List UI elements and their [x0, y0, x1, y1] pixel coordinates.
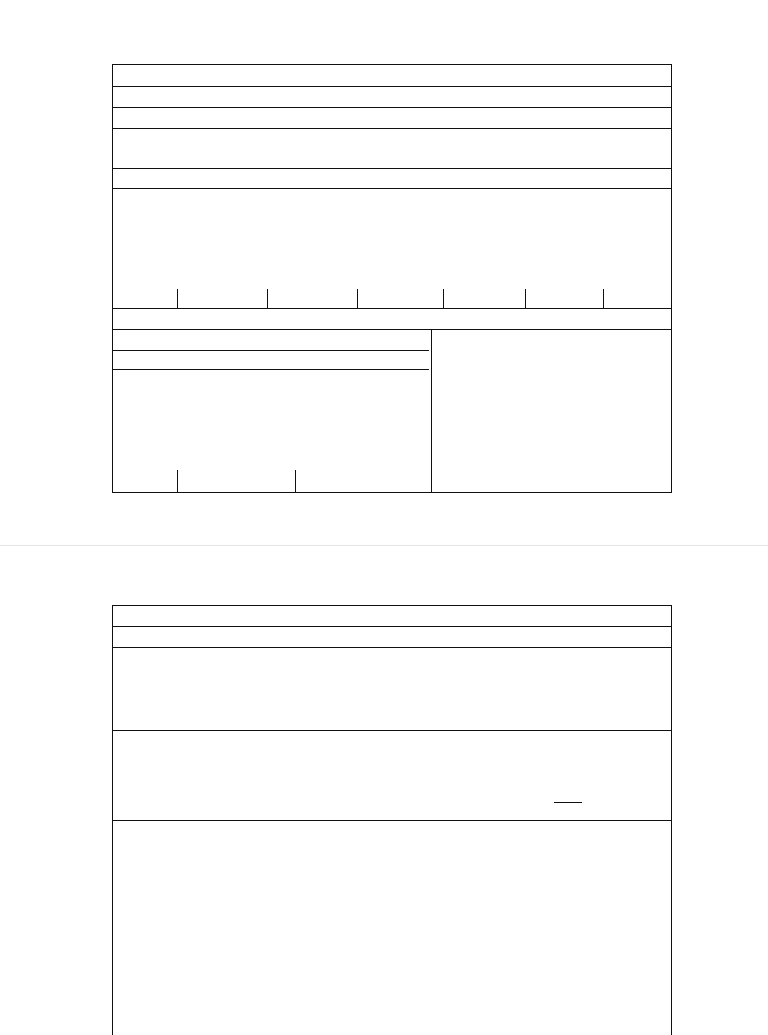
data-table [112, 64, 672, 493]
tb-row [113, 289, 671, 309]
mass-row [113, 149, 671, 169]
divider-2 [113, 820, 671, 821]
section1-title [113, 108, 671, 128]
p2-section [113, 627, 671, 647]
caliper-unit [348, 129, 398, 149]
section1-row [113, 108, 671, 129]
panme-unit [309, 330, 359, 350]
tb-label [113, 289, 177, 308]
panme-divider [431, 330, 432, 492]
table-header-row [113, 169, 671, 189]
panme-header-row [113, 350, 429, 370]
table-title [113, 65, 671, 86]
section2-row [113, 309, 671, 330]
p2-title [113, 606, 671, 626]
p2-section-row [113, 627, 671, 648]
note1 [118, 877, 145, 888]
caliper-row [113, 129, 671, 149]
p2-title-row [113, 606, 671, 627]
page-2 [0, 545, 768, 1025]
table-subtitle [113, 87, 671, 107]
mass-pm [271, 149, 287, 168]
table-subtitle-row [113, 87, 671, 108]
processing-box [112, 605, 672, 1035]
section2-title [113, 309, 671, 329]
avg-dD [295, 470, 431, 492]
caliper-label [118, 129, 268, 149]
tb-D [177, 289, 267, 308]
avg-row [113, 470, 429, 492]
tb-d [357, 289, 443, 308]
caliper-value [263, 129, 299, 149]
tb-dh [603, 289, 671, 308]
mass-err [309, 149, 339, 168]
table-title-row [113, 65, 671, 87]
avg-label [113, 470, 177, 492]
mass-unit [347, 149, 401, 168]
panme-value [263, 330, 299, 350]
rel-frac-bar [554, 802, 582, 803]
mass-value [219, 149, 255, 168]
divider-1 [113, 730, 671, 731]
tb-dd [443, 289, 525, 308]
tb-h [525, 289, 603, 308]
tb-dD [267, 289, 357, 308]
panme-row [113, 330, 429, 350]
panme-label [118, 330, 268, 350]
avg-D [177, 470, 295, 492]
